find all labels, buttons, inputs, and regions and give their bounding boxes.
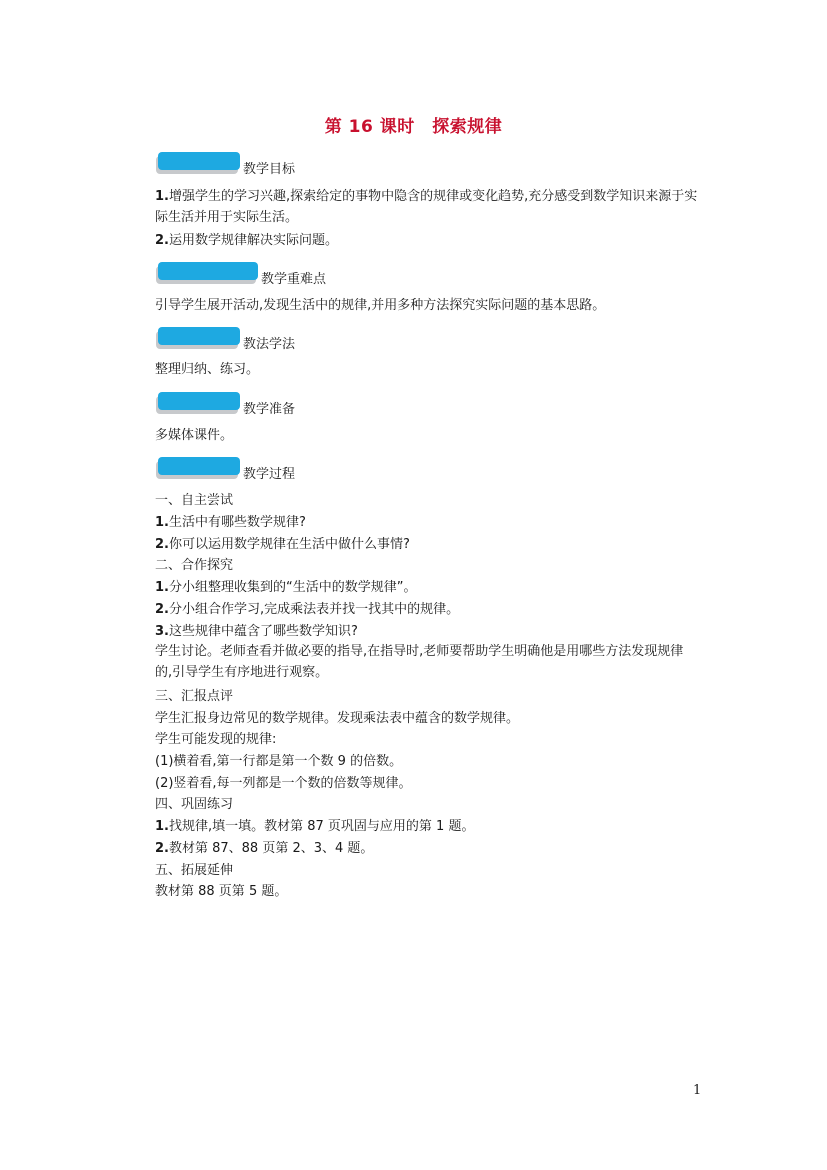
- process-heading-5: 五、拓展延伸: [155, 863, 234, 878]
- process-s1-item-1: 1.生活中有哪些数学规律?: [155, 515, 306, 530]
- goal-item-1: 1.增强学生的学习兴趣,探索给定的事物中隐含的规律或变化趋势,充分感受到数学知识来源于实际生活并用于实际生活。: [155, 189, 698, 225]
- process-s2-note: 学生讨论。老师查看并做必要的指导,在指导时,老师要帮助学生明确他是用哪些方法发现规律的,引导学生有序地进行观察。: [155, 644, 684, 680]
- process-s2-item-3: 3.这些规律中蕴含了哪些数学知识?: [155, 624, 358, 639]
- section-header-bar: [158, 457, 240, 475]
- goal-item-2: 2.运用数学规律解决实际问题。: [155, 233, 338, 248]
- process-s3-line-2: 学生可能发现的规律:: [155, 732, 277, 747]
- process-heading-2: 二、合作探究: [155, 558, 234, 573]
- methods-text: 整理归纳、练习。: [155, 362, 260, 377]
- section-header-label: 教法学法: [243, 337, 296, 352]
- section-header-bar: [158, 152, 240, 170]
- process-heading-4: 四、巩固练习: [155, 797, 234, 812]
- process-s2-item-1: 1.分小组整理收集到的“生活中的数学规律”。: [155, 580, 417, 595]
- process-s1-item-2: 2.你可以运用数学规律在生活中做什么事情?: [155, 537, 410, 552]
- section-header-label: 教学目标: [243, 162, 296, 177]
- process-s3-line-1: 学生汇报身边常见的数学规律。发现乘法表中蕴含的数学规律。: [155, 711, 520, 726]
- process-s3-item-2: (2)竖着看,每一列都是一个数的倍数等规律。: [155, 776, 412, 791]
- keypoints-text: 引导学生展开活动,发现生活中的规律,并用多种方法探究实际问题的基本思路。: [155, 298, 606, 313]
- process-s4-item-2: 2.教材第 87、88 页第 2、3、4 题。: [155, 841, 374, 856]
- process-s2-item-2: 2.分小组合作学习,完成乘法表并找一找其中的规律。: [155, 602, 460, 617]
- process-heading-3: 三、汇报点评: [155, 689, 234, 704]
- section-header-label: 教学准备: [243, 402, 296, 417]
- section-header-bar: [158, 392, 240, 410]
- section-header-label: 教学过程: [243, 467, 296, 482]
- section-header-bar: [158, 262, 258, 280]
- process-s3-item-1: (1)横着看,第一行都是第一个数 9 的倍数。: [155, 754, 403, 769]
- page-number: 1: [693, 1083, 702, 1098]
- section-header-label: 教学重难点: [261, 272, 327, 287]
- process-s4-item-1: 1.找规律,填一填。教材第 87 页巩固与应用的第 1 题。: [155, 819, 475, 834]
- process-heading-1: 一、自主尝试: [155, 493, 234, 508]
- prep-text: 多媒体课件。: [155, 428, 234, 443]
- process-s5-text: 教材第 88 页第 5 题。: [155, 884, 288, 899]
- section-header-bar: [158, 327, 240, 345]
- page-title: 第 16 课时 探索规律: [324, 117, 503, 137]
